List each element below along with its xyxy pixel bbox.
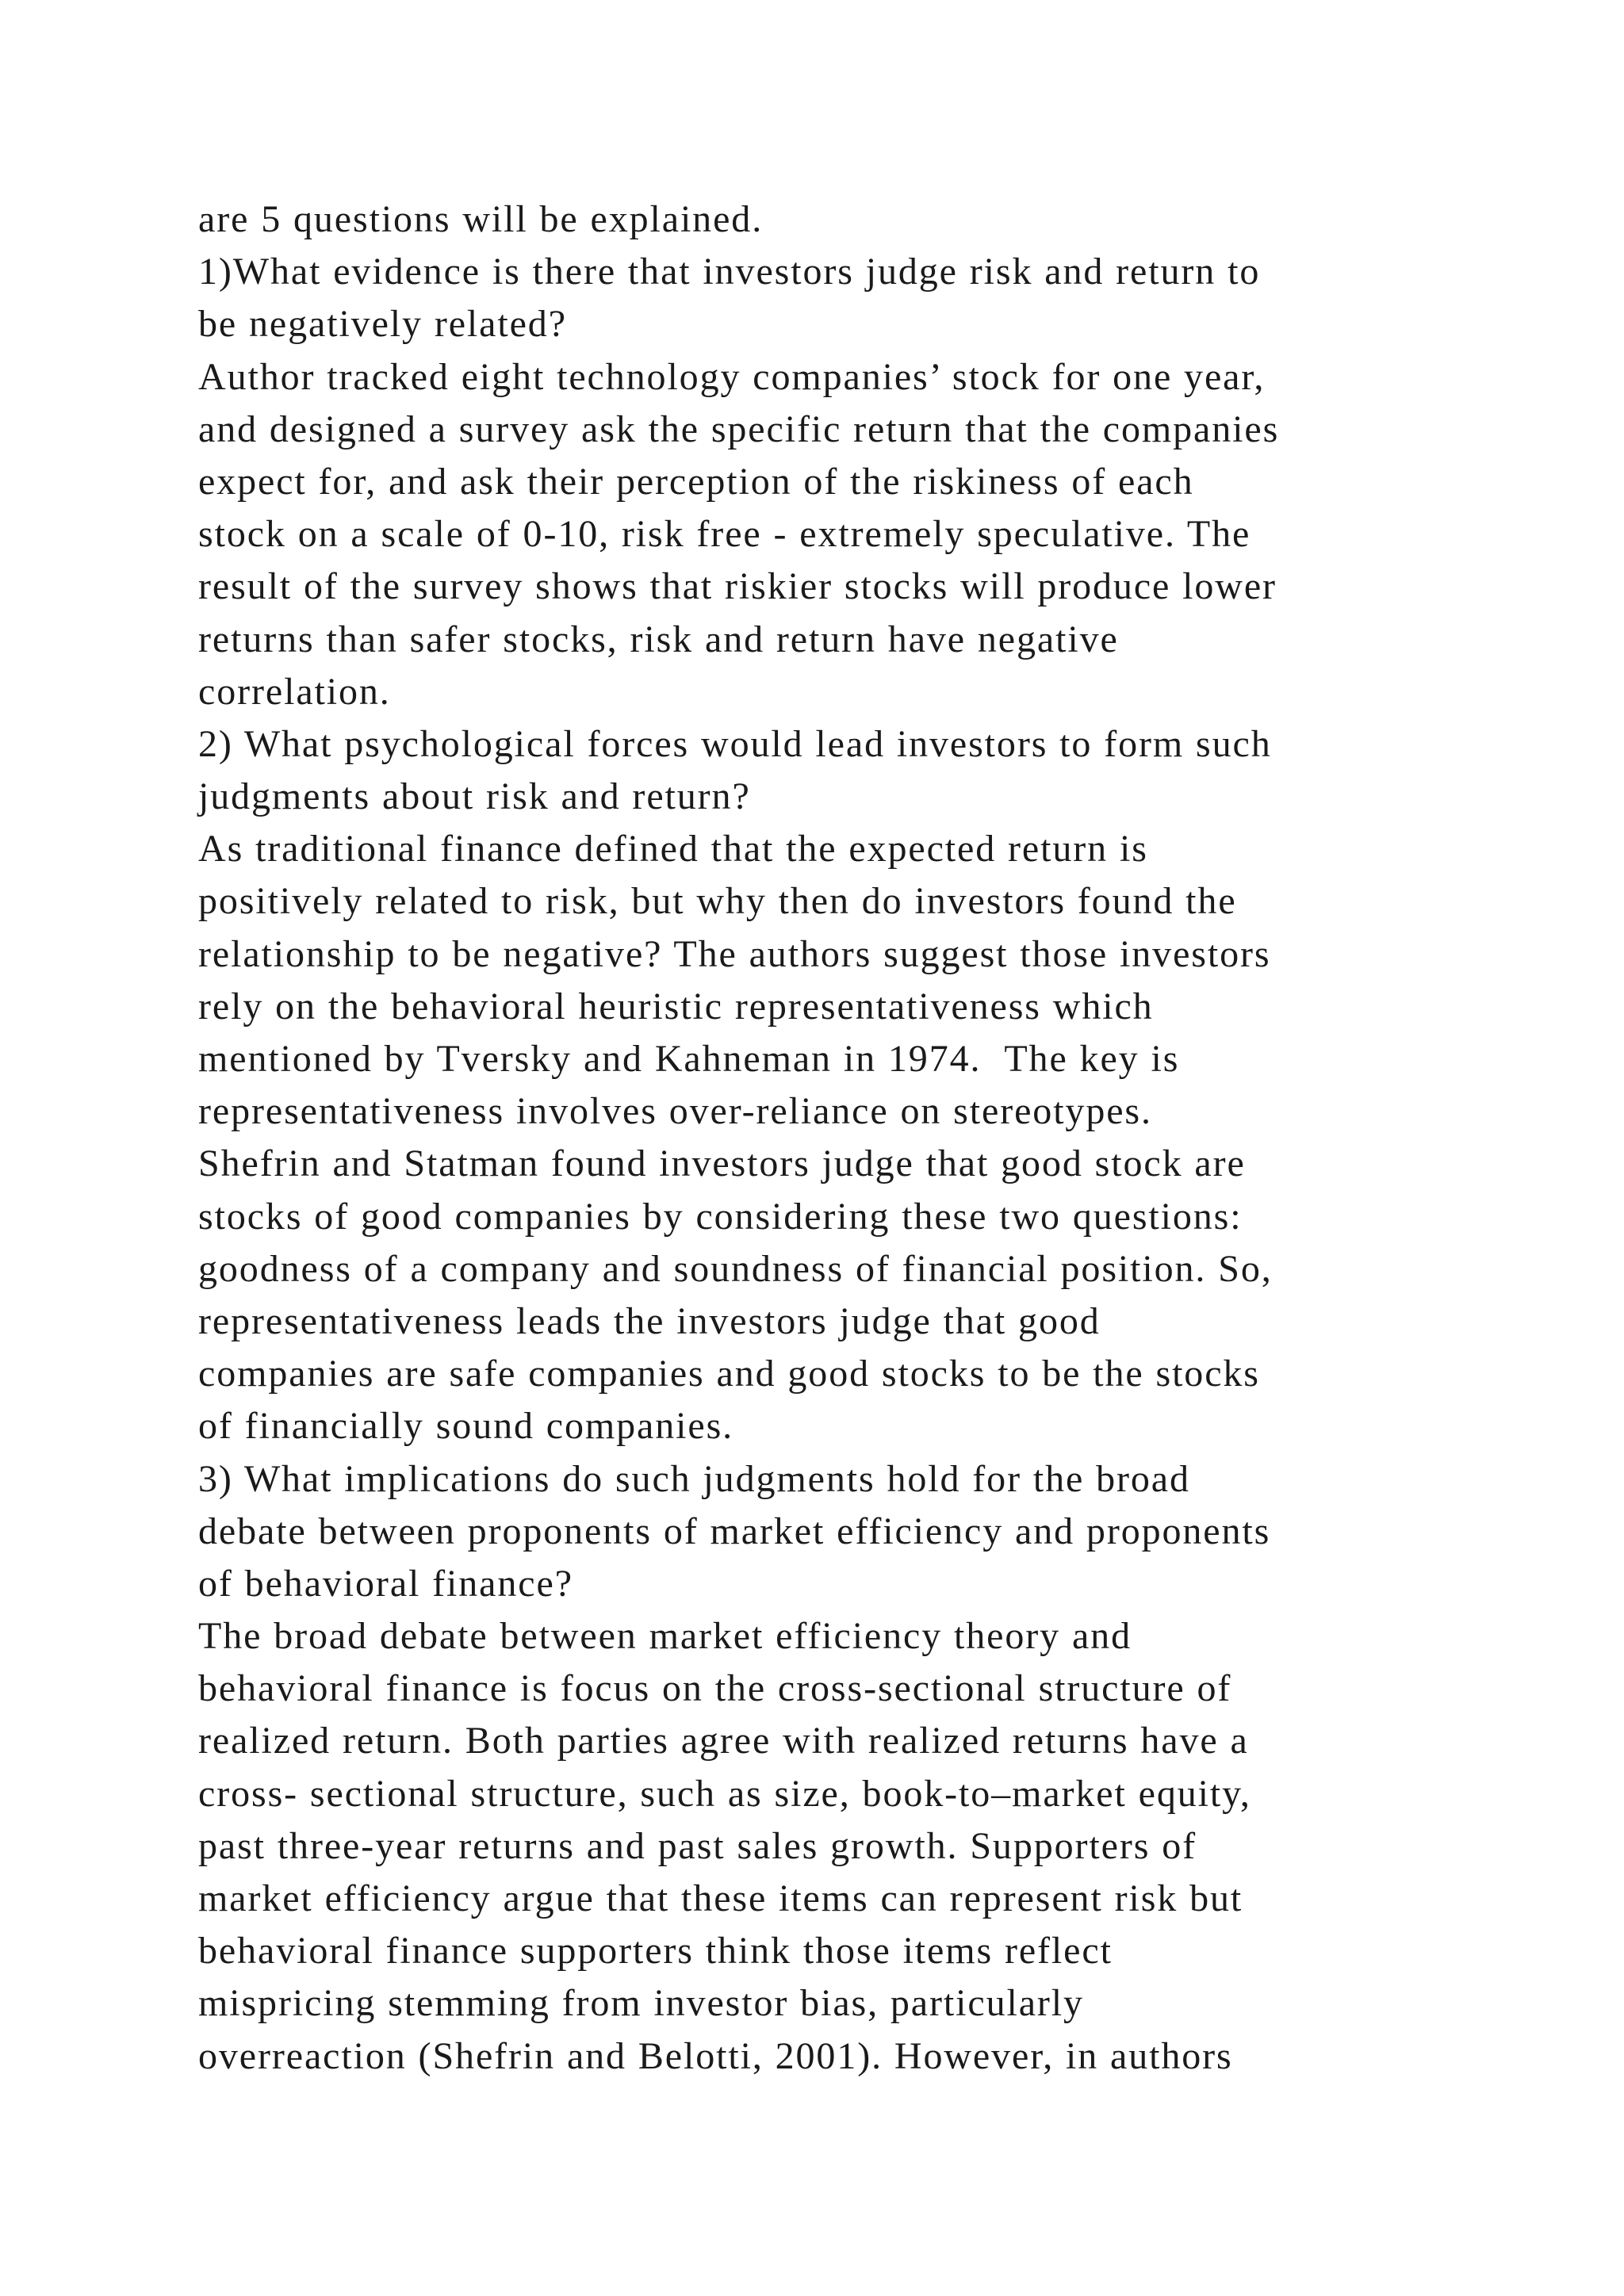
text-line: result of the survey shows that riskier stocks will produce lower [198, 565, 1277, 608]
question-1-line: 1)What evidence is there that investors judge risk and return to [198, 251, 1261, 293]
text-line: of behavioral finance? [198, 1562, 573, 1605]
text-line: past three-year returns and past sales growth. Supporters of [198, 1824, 1197, 1867]
text-line: Shefrin and Statman found investors judge that good stock are [198, 1142, 1246, 1185]
text-line: relationship to be negative? The authors suggest those investors [198, 932, 1271, 975]
text-line: overreaction (Shefrin and Belotti, 2001). However, in authors [198, 2034, 1233, 2077]
text-line: stocks of good companies by considering these two questions: [198, 1195, 1243, 1238]
text-line: realized return. Both parties agree with realized returns have a [198, 1720, 1249, 1762]
text-line: representativeness involves over-reliance on stereotypes. [198, 1090, 1152, 1133]
text-line: correlation. [198, 670, 391, 713]
text-line: Author tracked eight technology companies’ stock for one year, [198, 355, 1266, 398]
text-line: expect for, and ask their perception of the riskiness of each [198, 460, 1194, 503]
text-line: goodness of a company and soundness of financial position. So, [198, 1247, 1273, 1290]
question-2-line: 2) What psychological forces would lead investors to form such [198, 722, 1272, 765]
text-line: are 5 questions will be explained. [198, 198, 764, 240]
body-text [198, 193, 1483, 2083]
text-line: returns than safer stocks, risk and return have negative [198, 618, 1119, 660]
question-3-line: 3) What implications do such judgments hold for the broad [198, 1457, 1190, 1500]
text-line: cross- sectional structure, such as size, book-to–market equity, [198, 1772, 1251, 1815]
text-line: mispricing stemming from investor bias, particularly [198, 1982, 1084, 2025]
text-line: The broad debate between market efficiency theory and [198, 1615, 1132, 1658]
text-line: As traditional finance defined that the expected return is [198, 828, 1148, 871]
text-line: rely on the behavioral heuristic representativeness which [198, 985, 1154, 1027]
text-line: of financially sound companies. [198, 1405, 734, 1448]
text-line: representativeness leads the investors judge that good [198, 1299, 1101, 1342]
text-line: companies are safe companies and good stocks to be the stocks [198, 1353, 1260, 1395]
text-line: debate between proponents of market efficiency and proponents [198, 1510, 1271, 1552]
text-line: be negatively related? [198, 303, 567, 346]
text-line: behavioral finance is focus on the cross-sectional structure of [198, 1667, 1232, 1710]
text-line: behavioral finance supporters think those items reflect [198, 1930, 1113, 1973]
text-line: mentioned by Tversky and Kahneman in 1974. The key is [198, 1038, 1180, 1080]
text-line: and designed a survey ask the specific return that the companies [198, 408, 1280, 450]
text-line: positively related to risk, but why then do investors found the [198, 880, 1237, 923]
text-line: market efficiency argue that these items can represent risk but [198, 1877, 1243, 1919]
text-line: stock on a scale of 0-10, risk free - extremely speculative. The [198, 513, 1251, 556]
text-line: judgments about risk and return? [198, 775, 751, 818]
